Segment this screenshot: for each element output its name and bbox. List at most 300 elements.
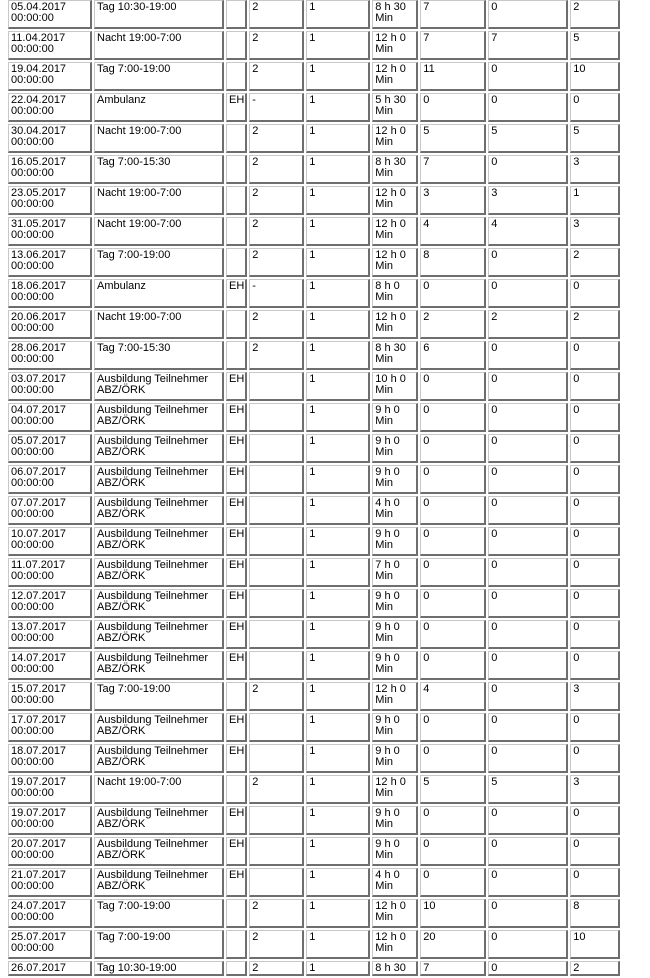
date-cell	[8, 465, 92, 494]
value-b-cell: 1	[306, 837, 370, 866]
date-text: 03.07.2017	[11, 373, 67, 385]
duration-cell	[372, 186, 418, 215]
time-text: 00:00:00	[11, 725, 54, 737]
value-e-cell: 0	[570, 589, 620, 618]
value-a-cell: 2	[249, 186, 304, 215]
duration-cell	[372, 744, 418, 773]
type-cell: EH	[226, 372, 247, 401]
value-b-cell: 1	[306, 155, 370, 184]
duration-text: 12 h 0	[375, 32, 406, 44]
duration-cell	[372, 651, 418, 680]
date-cell	[8, 310, 92, 339]
duration-unit-text: Min	[375, 74, 394, 86]
shift-cell: Tag 7:00-19:00	[94, 682, 224, 711]
duration-cell	[372, 124, 418, 153]
value-b-cell: 1	[306, 713, 370, 742]
table-row	[8, 155, 620, 184]
type-cell	[226, 930, 247, 959]
duration-cell	[372, 248, 418, 277]
value-b-cell: 1	[306, 930, 370, 959]
value-a-cell	[249, 527, 304, 556]
duration-cell	[372, 682, 418, 711]
date-text: 10.07.2017	[11, 528, 67, 540]
table-row	[8, 589, 620, 618]
shift-cell: Ausbildung Teilnehmer ABZ/ÖRK	[94, 372, 224, 401]
value-b-cell: 1	[306, 806, 370, 835]
date-text: 05.07.2017	[11, 435, 67, 447]
duration-unit-text: Min	[375, 880, 394, 892]
value-d-cell: 0	[488, 279, 568, 308]
type-cell: EH	[226, 806, 247, 835]
value-b-cell: 1	[306, 868, 370, 897]
value-c-cell: 0	[420, 806, 486, 835]
duration-unit-text: Min	[375, 601, 394, 613]
table-row	[8, 93, 620, 122]
duration-cell	[372, 837, 418, 866]
value-c-cell: 4	[420, 682, 486, 711]
type-cell	[226, 186, 247, 215]
value-e-cell: 8	[570, 899, 620, 928]
date-text: 12.07.2017	[11, 590, 67, 602]
value-e-cell: 0	[570, 651, 620, 680]
value-d-cell: 5	[488, 124, 568, 153]
date-cell	[8, 372, 92, 401]
duration-unit-text: Min	[375, 539, 394, 551]
value-c-cell: 0	[420, 372, 486, 401]
date-cell	[8, 403, 92, 432]
value-c-cell: 0	[420, 93, 486, 122]
duration-unit-text: Min	[375, 911, 394, 923]
value-e-cell: 0	[570, 93, 620, 122]
value-b-cell: 1	[306, 961, 370, 976]
value-b-cell: 1	[306, 341, 370, 370]
value-b-cell: 1	[306, 217, 370, 246]
shift-cell: Nacht 19:00-7:00	[94, 217, 224, 246]
value-b-cell: 1	[306, 682, 370, 711]
table-row	[8, 496, 620, 525]
value-a-cell: 2	[249, 0, 304, 29]
shift-cell: Tag 7:00-19:00	[94, 899, 224, 928]
duration-cell	[372, 527, 418, 556]
duration-text: 12 h 0	[375, 776, 406, 788]
date-cell	[8, 651, 92, 680]
time-text: 00:00:00	[11, 260, 54, 272]
value-a-cell: 2	[249, 310, 304, 339]
table-row	[8, 775, 620, 804]
duration-text: 9 h 0	[375, 714, 400, 726]
value-a-cell	[249, 837, 304, 866]
duration-unit-text: Min	[375, 105, 394, 117]
date-text: 04.07.2017	[11, 404, 67, 416]
duration-text: 4 h 0	[375, 497, 400, 509]
value-b-cell: 1	[306, 124, 370, 153]
duration-text: 9 h 0	[375, 838, 400, 850]
table-row	[8, 403, 620, 432]
duration-cell	[372, 899, 418, 928]
value-c-cell: 5	[420, 124, 486, 153]
value-c-cell: 7	[420, 0, 486, 29]
table-row	[8, 527, 620, 556]
value-e-cell: 10	[570, 62, 620, 91]
time-text: 00:00:00	[11, 74, 54, 86]
duration-unit-text: Min	[375, 260, 394, 272]
type-cell	[226, 155, 247, 184]
time-text: 00:00:00	[11, 105, 54, 117]
duration-text: 10 h 0	[375, 373, 406, 385]
value-d-cell: 0	[488, 62, 568, 91]
type-cell	[226, 248, 247, 277]
duration-text: 12 h 0	[375, 218, 406, 230]
duty-table	[6, 0, 622, 978]
value-a-cell: 2	[249, 155, 304, 184]
date-text: 20.07.2017	[11, 838, 67, 850]
shift-cell: Ausbildung Teilnehmer ABZ/ÖRK	[94, 465, 224, 494]
time-text: 00:00:00	[11, 12, 54, 24]
value-d-cell: 0	[488, 341, 568, 370]
value-d-cell: 0	[488, 465, 568, 494]
shift-cell: Nacht 19:00-7:00	[94, 186, 224, 215]
time-text: 00:00:00	[11, 601, 54, 613]
value-e-cell: 5	[570, 124, 620, 153]
value-a-cell: 2	[249, 899, 304, 928]
date-text: 19.07.2017	[11, 776, 67, 788]
time-text: 00:00:00	[11, 694, 54, 706]
duration-cell	[372, 465, 418, 494]
shift-cell: Ausbildung Teilnehmer ABZ/ÖRK	[94, 403, 224, 432]
duration-unit-text: Min	[375, 12, 394, 24]
table-row	[8, 744, 620, 773]
value-a-cell	[249, 713, 304, 742]
date-cell	[8, 434, 92, 463]
value-b-cell: 1	[306, 62, 370, 91]
time-text: 00:00:00	[11, 415, 54, 427]
duration-unit-text: Min	[375, 446, 394, 458]
value-b-cell: 1	[306, 899, 370, 928]
date-text: 11.04.2017	[11, 32, 66, 44]
date-text: 17.07.2017	[11, 714, 67, 726]
value-b-cell: 1	[306, 744, 370, 773]
date-text: 13.06.2017	[11, 249, 67, 261]
value-e-cell: 0	[570, 837, 620, 866]
date-cell	[8, 930, 92, 959]
date-text: 30.04.2017	[11, 125, 67, 137]
duration-text: 8 h 0	[375, 280, 400, 292]
value-d-cell: 0	[488, 713, 568, 742]
type-cell: EH	[226, 465, 247, 494]
value-d-cell: 0	[488, 837, 568, 866]
duration-unit-text: Min	[375, 787, 394, 799]
duration-text: 12 h 0	[375, 900, 406, 912]
time-text: 00:00:00	[11, 632, 54, 644]
date-cell	[8, 217, 92, 246]
value-a-cell: 2	[249, 341, 304, 370]
value-d-cell: 0	[488, 403, 568, 432]
time-text: 00:00:00	[11, 446, 54, 458]
value-d-cell: 0	[488, 806, 568, 835]
duration-cell	[372, 93, 418, 122]
date-text: 21.07.2017	[11, 869, 67, 881]
type-cell: EH	[226, 403, 247, 432]
shift-cell: Nacht 19:00-7:00	[94, 775, 224, 804]
value-d-cell: 0	[488, 682, 568, 711]
duration-text: 9 h 0	[375, 590, 400, 602]
duration-cell	[372, 62, 418, 91]
date-cell	[8, 155, 92, 184]
date-text: 06.07.2017	[11, 466, 67, 478]
date-text: 26.07.2017	[11, 962, 67, 974]
duration-text: 12 h 0	[375, 63, 406, 75]
duration-unit-text: Min	[375, 291, 394, 303]
value-e-cell: 0	[570, 744, 620, 773]
date-text: 07.07.2017	[11, 497, 67, 509]
date-text: 24.07.2017	[11, 900, 67, 912]
value-a-cell	[249, 403, 304, 432]
value-c-cell: 0	[420, 713, 486, 742]
table-row	[8, 372, 620, 401]
value-e-cell: 2	[570, 0, 620, 29]
duration-unit-text: Min	[375, 818, 394, 830]
type-cell: EH	[226, 620, 247, 649]
date-cell	[8, 713, 92, 742]
duration-cell	[372, 713, 418, 742]
value-c-cell: 11	[420, 62, 486, 91]
duration-cell	[372, 775, 418, 804]
value-e-cell: 0	[570, 868, 620, 897]
date-text: 28.06.2017	[11, 342, 67, 354]
date-cell	[8, 93, 92, 122]
date-text: 19.04.2017	[11, 63, 67, 75]
shift-cell: Nacht 19:00-7:00	[94, 310, 224, 339]
duration-cell	[372, 930, 418, 959]
date-cell	[8, 62, 92, 91]
date-text: 13.07.2017	[11, 621, 67, 633]
value-b-cell: 1	[306, 372, 370, 401]
type-cell	[226, 310, 247, 339]
time-text: 00:00:00	[11, 942, 54, 954]
time-text: 00:00:00	[11, 229, 54, 241]
value-e-cell: 1	[570, 186, 620, 215]
value-d-cell: 5	[488, 775, 568, 804]
value-d-cell: 0	[488, 868, 568, 897]
value-c-cell: 0	[420, 403, 486, 432]
value-d-cell: 7	[488, 31, 568, 60]
value-a-cell: 2	[249, 775, 304, 804]
value-c-cell: 0	[420, 620, 486, 649]
value-d-cell: 0	[488, 961, 568, 976]
value-d-cell: 0	[488, 899, 568, 928]
duration-cell	[372, 589, 418, 618]
type-cell	[226, 217, 247, 246]
shift-cell: Tag 7:00-19:00	[94, 62, 224, 91]
value-a-cell	[249, 372, 304, 401]
shift-cell: Ausbildung Teilnehmer ABZ/ÖRK	[94, 806, 224, 835]
type-cell: EH	[226, 651, 247, 680]
value-c-cell: 7	[420, 31, 486, 60]
value-b-cell: 1	[306, 279, 370, 308]
duration-text: 9 h 0	[375, 466, 400, 478]
date-text: 15.07.2017	[11, 683, 67, 695]
value-c-cell: 20	[420, 930, 486, 959]
value-b-cell: 1	[306, 310, 370, 339]
value-a-cell: 2	[249, 124, 304, 153]
value-d-cell: 0	[488, 620, 568, 649]
shift-cell: Tag 10:30-19:00	[94, 0, 224, 29]
type-cell: EH	[226, 93, 247, 122]
duration-unit-text: Min	[375, 43, 394, 55]
duration-cell	[372, 806, 418, 835]
value-a-cell	[249, 744, 304, 773]
value-e-cell: 0	[570, 496, 620, 525]
table-row	[8, 899, 620, 928]
value-b-cell: 1	[306, 589, 370, 618]
value-d-cell: 4	[488, 217, 568, 246]
date-text: 05.04.2017	[11, 1, 67, 13]
table-row	[8, 961, 620, 976]
value-e-cell: 0	[570, 341, 620, 370]
duration-unit-text: Min	[375, 756, 394, 768]
value-b-cell: 1	[306, 403, 370, 432]
type-cell: EH	[226, 434, 247, 463]
value-c-cell: 0	[420, 589, 486, 618]
value-e-cell: 2	[570, 248, 620, 277]
value-c-cell: 2	[420, 310, 486, 339]
time-text: 00:00:00	[11, 384, 54, 396]
date-text: 19.07.2017	[11, 807, 67, 819]
table-row	[8, 434, 620, 463]
value-a-cell	[249, 651, 304, 680]
value-c-cell: 7	[420, 155, 486, 184]
duration-text: 9 h 0	[375, 745, 400, 757]
date-cell	[8, 558, 92, 587]
value-d-cell: 0	[488, 527, 568, 556]
table-row	[8, 837, 620, 866]
value-c-cell: 8	[420, 248, 486, 277]
date-cell	[8, 682, 92, 711]
value-c-cell: 0	[420, 527, 486, 556]
duration-cell	[372, 496, 418, 525]
table-row	[8, 31, 620, 60]
date-text: 16.05.2017	[11, 156, 67, 168]
time-text: 00:00:00	[11, 880, 54, 892]
time-text: 00:00:00	[11, 663, 54, 675]
time-text: 00:00:00	[11, 849, 54, 861]
duration-unit-text: Min	[375, 167, 394, 179]
value-e-cell: 0	[570, 620, 620, 649]
time-text: 00:00:00	[11, 198, 54, 210]
duration-cell	[372, 961, 418, 976]
value-e-cell: 2	[570, 310, 620, 339]
value-e-cell: 3	[570, 682, 620, 711]
duration-text: 8 h 30	[375, 342, 406, 354]
duration-text: 12 h 0	[375, 311, 406, 323]
duration-unit-text: Min	[375, 477, 394, 489]
table-row	[8, 930, 620, 959]
value-a-cell: 2	[249, 217, 304, 246]
shift-cell: Ausbildung Teilnehmer ABZ/ÖRK	[94, 589, 224, 618]
table-row	[8, 62, 620, 91]
value-e-cell: 5	[570, 31, 620, 60]
duration-cell	[372, 434, 418, 463]
value-e-cell: 0	[570, 434, 620, 463]
value-c-cell: 0	[420, 496, 486, 525]
time-text: 00:00:00	[11, 477, 54, 489]
shift-cell: Ausbildung Teilnehmer ABZ/ÖRK	[94, 434, 224, 463]
duration-cell	[372, 155, 418, 184]
type-cell: EH	[226, 496, 247, 525]
value-b-cell: 1	[306, 620, 370, 649]
duration-cell	[372, 0, 418, 29]
shift-cell: Tag 7:00-15:30	[94, 341, 224, 370]
type-cell	[226, 0, 247, 29]
date-cell	[8, 899, 92, 928]
date-cell	[8, 806, 92, 835]
type-cell	[226, 124, 247, 153]
duration-cell	[372, 310, 418, 339]
duration-unit-text: Min	[375, 384, 394, 396]
value-c-cell: 6	[420, 341, 486, 370]
duration-text: 9 h 0	[375, 807, 400, 819]
value-d-cell: 0	[488, 930, 568, 959]
time-text: 00:00:00	[11, 570, 54, 582]
value-a-cell: 2	[249, 930, 304, 959]
value-d-cell: 3	[488, 186, 568, 215]
duration-cell	[372, 620, 418, 649]
value-c-cell: 0	[420, 744, 486, 773]
value-c-cell: 0	[420, 837, 486, 866]
date-cell	[8, 837, 92, 866]
time-text: 00:00:00	[11, 756, 54, 768]
date-cell	[8, 868, 92, 897]
value-c-cell: 0	[420, 279, 486, 308]
value-e-cell: 0	[570, 372, 620, 401]
duration-unit-text: Min	[375, 849, 394, 861]
value-d-cell: 0	[488, 558, 568, 587]
duration-text: 8 h 30	[375, 962, 406, 974]
duration-unit-text: Min	[375, 694, 394, 706]
time-text: 00:00:00	[11, 136, 54, 148]
date-cell	[8, 124, 92, 153]
table-row	[8, 682, 620, 711]
value-a-cell	[249, 806, 304, 835]
value-a-cell	[249, 496, 304, 525]
time-text: 00:00:00	[11, 818, 54, 830]
value-d-cell: 0	[488, 744, 568, 773]
type-cell	[226, 899, 247, 928]
duration-text: 8 h 30	[375, 1, 406, 13]
value-b-cell: 1	[306, 31, 370, 60]
shift-cell: Ausbildung Teilnehmer ABZ/ÖRK	[94, 558, 224, 587]
duration-cell	[372, 372, 418, 401]
value-a-cell	[249, 558, 304, 587]
value-a-cell: 2	[249, 682, 304, 711]
value-c-cell: 10	[420, 899, 486, 928]
date-cell	[8, 496, 92, 525]
value-b-cell: 1	[306, 465, 370, 494]
value-e-cell: 0	[570, 806, 620, 835]
shift-cell: Ausbildung Teilnehmer ABZ/ÖRK	[94, 527, 224, 556]
time-text: 00:00:00	[11, 291, 54, 303]
duration-cell	[372, 868, 418, 897]
duration-text: 12 h 0	[375, 683, 406, 695]
duration-text: 7 h 0	[375, 559, 400, 571]
duration-text: 12 h 0	[375, 249, 406, 261]
duration-text: 9 h 0	[375, 404, 400, 416]
value-d-cell: 0	[488, 0, 568, 29]
value-d-cell: 0	[488, 155, 568, 184]
value-e-cell: 2	[570, 961, 620, 976]
value-d-cell: 0	[488, 496, 568, 525]
value-b-cell: 1	[306, 527, 370, 556]
